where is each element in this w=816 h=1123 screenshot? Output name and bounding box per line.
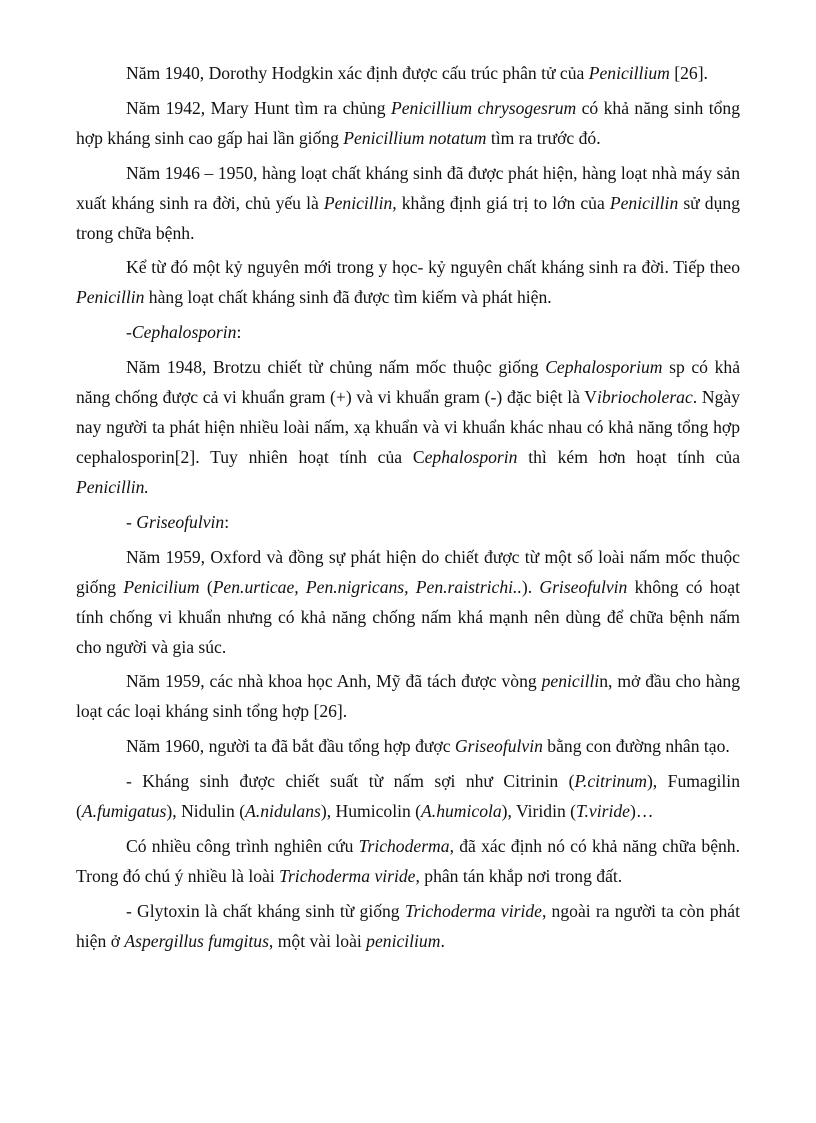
italic-text: Penicillium (588, 63, 670, 83)
text-run: khẳng định giá trị to lớn của (396, 192, 610, 213)
text-run: sp có khả năng chống được cả vi khuẩn gram (+) và vi khuẩn gram (-) đặc biệt là V (76, 356, 740, 407)
text-run: ), Nidulin ( (166, 800, 246, 821)
text-run: Năm 1959, Oxford và đồng sự phát hiện do chiết được từ một số loài nấm mốc thuộc giống (76, 546, 740, 597)
italic-text: Cephalosporin (131, 322, 237, 343)
paragraph (76, 896, 740, 956)
italic-text: Penicilium (123, 576, 200, 597)
italic-text: Aspergillus fumgitus (124, 930, 269, 951)
text-run: - (126, 322, 132, 343)
text-run: ). (521, 576, 540, 597)
text-run: không có hoạt tính chống vi khuẩn nhưng có khả năng chống nấm khá mạnh nên dùng để chữa bệnh nấm cho người và gia súc. (76, 576, 740, 657)
italic-text: ephalosporin (424, 446, 518, 467)
italic-text: Trichoderma viride (404, 900, 542, 921)
italic-text: Penicillium chrysogesrum (390, 97, 577, 118)
text-run: , ngoài ra người ta còn phát hiện ở (76, 900, 740, 951)
paragraph (76, 317, 740, 347)
text-run: ), Fumagilin ( (76, 770, 740, 821)
text-run: : (236, 322, 242, 343)
italic-text: P.citrinum (574, 770, 647, 791)
paragraph (76, 93, 740, 153)
italic-text: Penicillin, (323, 192, 397, 213)
text-run: Có nhiều công trình nghiên cứu (126, 835, 359, 856)
text-run: , đã xác định nó có khả năng chữa bệnh. Trong đó chú ý nhiều là loài (76, 835, 740, 886)
text-run: hàng loạt chất kháng sinh đã được tìm kiếm và phát hiện. (144, 287, 552, 308)
text-run: ( (199, 576, 213, 597)
text-run: - Glytoxin là chất kháng sinh từ giống (126, 900, 405, 921)
paragraph (76, 252, 740, 312)
italic-text: penicilli (541, 671, 600, 692)
text-run: )… (629, 800, 654, 821)
paragraph (76, 666, 740, 726)
text-run: ), Humicolin ( (320, 800, 422, 821)
text-run: Kể từ đó một kỷ nguyên mới trong y học- kỷ nguyên chất kháng sinh ra đời. Tiếp theo (126, 257, 740, 278)
italic-text: A.fumigatus (81, 800, 167, 821)
text-run: Năm 1942, Mary Hunt tìm ra chủng (126, 97, 391, 118)
text-run: Năm 1940, Dorothy Hodgkin xác định được cấu trúc phân tử của (126, 63, 589, 83)
text-run: Năm 1948, Brotzu chiết từ chủng nấm mốc thuộc giống (126, 356, 546, 377)
italic-text: Griseofulvin (136, 511, 225, 532)
italic-text: T.viride (576, 800, 630, 821)
italic-text: Griseofulvin (454, 736, 543, 757)
italic-text: A.humicola (421, 800, 502, 821)
text-run: thì kém hơn hoạt tính của (517, 446, 741, 467)
text-run: . (440, 930, 445, 951)
italic-text: Penicillin. (76, 476, 149, 497)
text-run: , một vài loài (268, 930, 367, 951)
italic-text: Penicillin (609, 192, 679, 213)
italic-text: Cephalosporium (545, 356, 663, 377)
text-run: có khả năng sinh tổng hợp kháng sinh cao gấp hai lần giống (76, 97, 740, 148)
text-run: - Kháng sinh được chiết suất từ nấm sợi như Citrinin ( (126, 770, 575, 791)
paragraph (76, 58, 740, 88)
paragraph (76, 831, 740, 891)
paragraph (76, 766, 740, 826)
italic-text: Trichoderma viride (279, 865, 416, 886)
paragraph (76, 507, 740, 537)
text-run: n, mở đầu cho hàng loạt các loại kháng sinh tổng hợp [26]. (76, 671, 740, 722)
text-run: , phân tán khắp nơi trong đất. (415, 865, 623, 886)
paragraph (76, 731, 740, 761)
paragraph (76, 158, 740, 248)
text-run: Năm 1959, các nhà khoa học Anh, Mỹ đã tách được vòng (126, 671, 542, 692)
italic-text: Penicillin (76, 287, 145, 308)
text-run: tìm ra trước đó. (486, 127, 601, 148)
text-run: . Ngày nay người ta phát hiện nhiều loài nấm, xạ khuẩn và vi khuẩn khác nhau có khả năng tổng hợp cephalosporin[2]. Tuy nhiên hoạt tính của C (76, 386, 740, 467)
italic-text: Pen.urticae, Pen.nigricans, Pen.raistrichi.. (212, 576, 522, 597)
text-run: - (126, 511, 137, 532)
text-run: sử dụng trong chữa bệnh. (76, 192, 740, 243)
italic-text: A.nidulans (245, 800, 321, 821)
italic-text: Trichoderma (358, 835, 450, 856)
text-run: Năm 1960, người ta đã bắt đầu tổng hợp được (126, 736, 455, 757)
paragraph (76, 542, 740, 662)
text-run: ), Viridin ( (501, 800, 577, 821)
italic-text: Griseofulvin (539, 576, 628, 597)
italic-text: penicilium (366, 930, 441, 951)
text-run: Năm 1946 – 1950, hàng loạt chất kháng sinh đã được phát hiện, hàng loạt nhà máy sản xuất kháng sinh ra đời, chủ yếu là (76, 162, 740, 213)
paragraph (76, 352, 740, 502)
text-run: : (224, 511, 230, 532)
text-run: [26]. (669, 63, 708, 83)
italic-text: Penicillium notatum (343, 127, 487, 148)
document-page (76, 58, 740, 956)
text-run: bằng con đường nhân tạo. (542, 736, 730, 757)
italic-text: ibriocholerac (597, 386, 693, 407)
